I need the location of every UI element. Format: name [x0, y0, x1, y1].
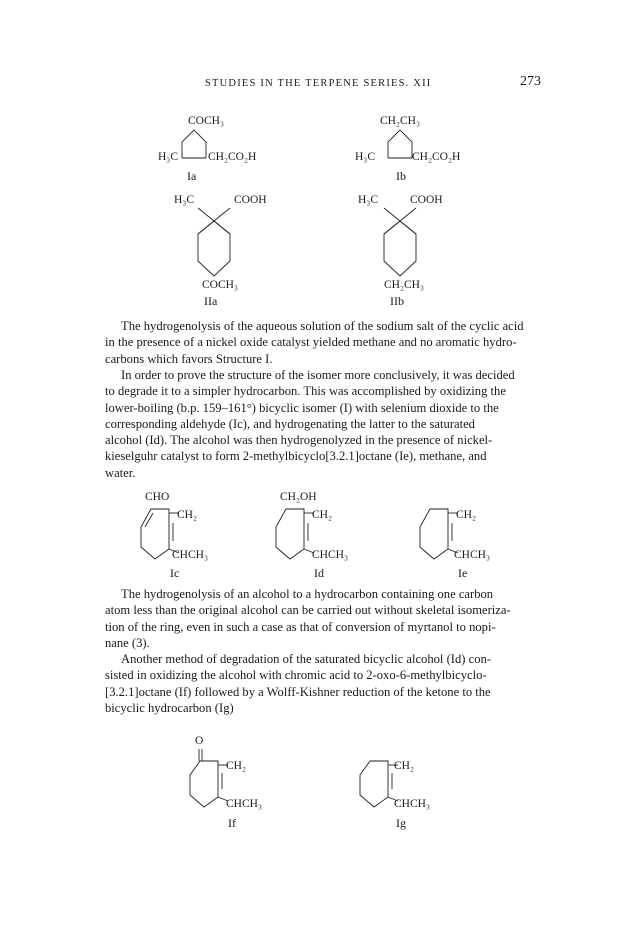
structure-Ib-right: CH₂CO₂H	[412, 151, 461, 163]
structure-Ic-chch3: CHCH₃	[172, 549, 208, 561]
structure-IIa-ring	[190, 206, 250, 286]
paragraph-2: In order to prove the structure of the isomer more conclusively, it was decided to degrade it to a simpler hydrocarbon. This was accomplished by oxidizing the lower-boiling (b.p. 159–161°) bicyclic isomer (I) with selenium dioxide to the corresponding aldehyde (Ic), and hydrogenating the latter to the saturated alcohol (Id). The alcohol was then hydrogenolyzed in the presence of nickel- kieselguhr catalyst to form 2-methylbicyclo[3.2.1]octane (Ie), methane, and water.	[105, 368, 515, 480]
structure-Ig-label: Ig	[396, 816, 406, 830]
structure-Ib-left: H₃C	[355, 151, 375, 163]
structure-If-label: If	[228, 816, 236, 830]
structure-IIa-right: COOH	[234, 194, 267, 206]
structure-Ib-top: CH₂CH₃	[380, 115, 420, 127]
structure-If-ch2: CH₂	[226, 760, 246, 772]
structure-Ic-sub: CHO	[145, 491, 170, 503]
structure-IIb-left: H₃C	[358, 194, 378, 206]
structure-IIa-label: IIa	[204, 294, 218, 308]
structure-If-chch3: CHCH₃	[226, 798, 262, 810]
structure-Ic-label: Ic	[170, 566, 180, 580]
structure-IIb-right: COOH	[410, 194, 443, 206]
structure-Ia-top: COCH₃	[188, 115, 224, 127]
structure-Ie-label: Ie	[458, 566, 468, 580]
structure-Ib-label: Ib	[396, 169, 406, 183]
structure-IIa-left: H₃C	[174, 194, 194, 206]
structure-IIa-bottom: COCH₃	[202, 279, 238, 291]
structure-IIb-ring	[376, 206, 436, 286]
structure-IIb-label: IIb	[390, 294, 404, 308]
structure-Ic-ch2: CH₂	[177, 509, 197, 521]
page-number: 273	[520, 74, 541, 89]
structure-Ie-chch3: CHCH₃	[454, 549, 490, 561]
structure-If-oxygen: O	[195, 735, 204, 747]
structure-Id-label: Id	[314, 566, 324, 580]
structure-Id-chch3: CHCH₃	[312, 549, 348, 561]
structure-Id-sub: CH₂OH	[280, 491, 317, 503]
paragraph-3: The hydrogenolysis of an alcohol to a hydrocarbon containing one carbon atom less than the original alcohol can be carried out without skeletal isomeriza- tion of the ring, even in such a case as that of conversion of myrtanol to nopi- nane (3).	[105, 587, 511, 650]
structure-IIb-bottom: CH₂CH₃	[384, 279, 424, 291]
paragraph-4: Another method of degradation of the saturated bicyclic alcohol (Id) con- sisted in oxidizing the alcohol with chromic acid to 2-oxo-6-methylbicyclo- [3.2.1]octane (If) followed by a Wolff-Kishner reduction of the ketone to the bicyclic hydrocarbon (Ig)	[105, 652, 491, 715]
structure-Ie-ch2: CH₂	[456, 509, 476, 521]
running-header	[0, 74, 629, 94]
structure-Ia-left: H₃C	[158, 151, 178, 163]
structure-Ia-right: CH₂CO₂H	[208, 151, 257, 163]
structure-Ia-label: Ia	[187, 169, 197, 183]
structure-Ig-chch3: CHCH₃	[394, 798, 430, 810]
structure-Id-ch2: CH₂	[312, 509, 332, 521]
structure-Ig-ch2: CH₂	[394, 760, 414, 772]
paragraph-1: The hydrogenolysis of the aqueous solution of the sodium salt of the cyclic acid in the presence of a nickel oxide catalyst yielded methane and no aromatic hydro- carbons which favors Structure I.	[105, 319, 524, 366]
running-title: STUDIES IN THE TERPENE SERIES. XII	[205, 78, 432, 89]
